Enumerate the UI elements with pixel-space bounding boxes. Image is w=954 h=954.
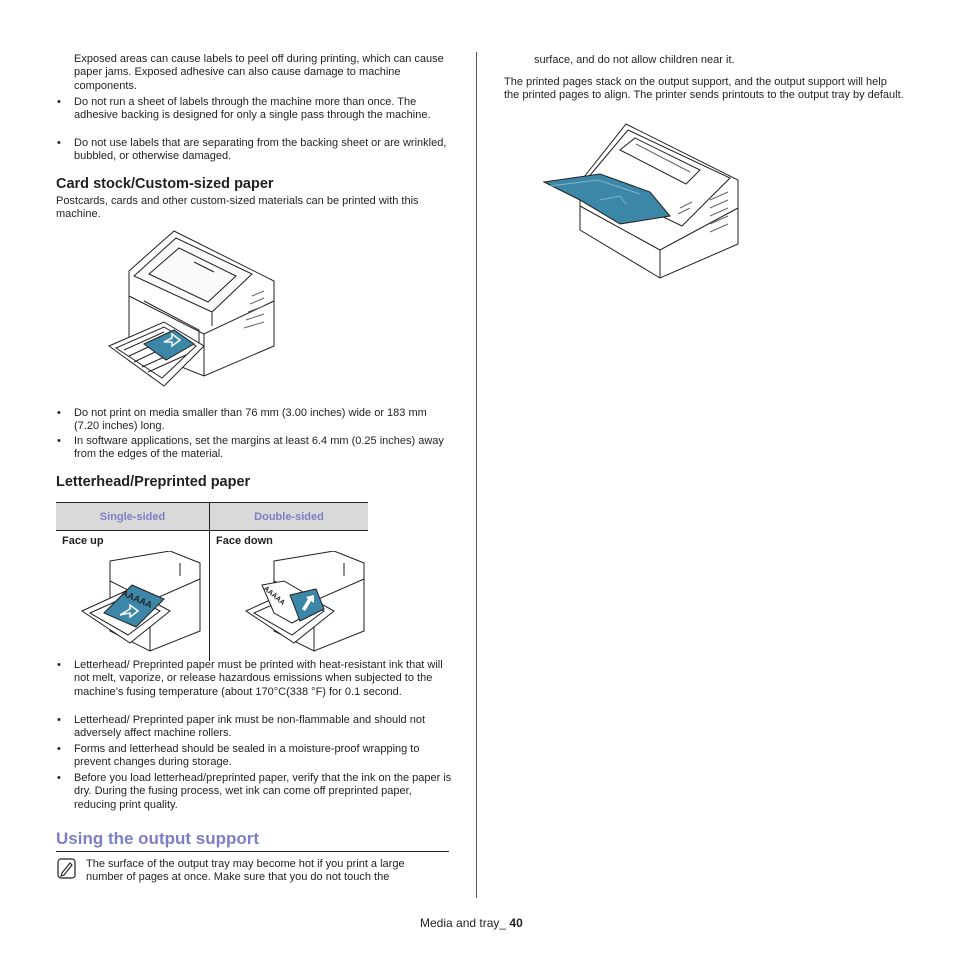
- bullet-text: Letterhead/ Preprinted paper ink must be non-flammable and should not adversely affect machine rollers.: [74, 714, 425, 740]
- section-divider: [56, 851, 449, 852]
- list-item: • Do not use labels that are separating from the backing sheet or are wrinkled, bubbled, or otherwise damaged.: [57, 137, 447, 163]
- column-divider: [476, 52, 477, 898]
- note-continuation: surface, and do not allow children near it.: [534, 54, 735, 66]
- list-item: • Letterhead/ Preprinted paper ink must be non-flammable and should not adversely affect machine rollers.: [57, 714, 425, 740]
- bullet-text: In software applications, set the margins at least 6.4 mm (0.25 inches) away from the edges of the material.: [74, 435, 444, 461]
- page-footer: [420, 916, 523, 930]
- paper-print-text: AAAAA: [262, 585, 286, 607]
- list-item: • In software applications, set the margins at least 6.4 mm (0.25 inches) away from the edges of the material.: [57, 435, 444, 461]
- printer-face-up-illustration: [80, 551, 206, 659]
- labels-intro-paragraph: Exposed areas can cause labels to peel off during printing, which can cause paper jams. Exposed adhesive can also cause damage to machine components.: [74, 53, 444, 92]
- bullet-text: Letterhead/ Preprinted paper must be printed with heat-resistant ink that will not melt, vaporize, or release hazardous emissions when subjected to the machine’s fusing temperature (about 170°C(338 °F) for 0.1 second.: [74, 659, 443, 698]
- letterhead-heading: Letterhead/Preprinted paper: [56, 474, 251, 490]
- bullet-text: Do not print on media smaller than 76 mm (3.00 inches) wide or 183 mm (7.20 inches) long.: [74, 407, 427, 433]
- table-cell-double-sided: [210, 531, 369, 662]
- output-support-note: The surface of the output tray may become hot if you print a large number of pages at once. Make sure that you do not touch the: [86, 858, 405, 884]
- card-stock-heading: Card stock/Custom-sized paper: [56, 176, 274, 192]
- printer-face-down-illustration: [244, 551, 370, 659]
- footer-section: Media and tray_: [420, 916, 507, 930]
- list-item: • Do not print on media smaller than 76 mm (3.00 inches) wide or 183 mm (7.20 inches) long.: [57, 407, 427, 433]
- bullet-text: Before you load letterhead/preprinted paper, verify that the ink on the paper is dry. During the fusing process, wet ink can come off preprinted paper, reducing print quality.: [74, 772, 452, 811]
- list-item: • Before you load letterhead/preprinted paper, verify that the ink on the paper is dry. During the fusing process, wet ink can come off preprinted paper, reducing print quality.: [57, 772, 452, 811]
- bullet-text: Do not use labels that are separating from the backing sheet or are wrinkled, bubbled, or otherwise damaged.: [74, 137, 447, 163]
- list-item: • Do not run a sheet of labels through the machine more than once. The adhesive backing is designed for only a single pass through the machine.: [57, 96, 431, 122]
- card-stock-paragraph: Postcards, cards and other custom-sized materials can be printed with this machine.: [56, 195, 419, 221]
- printer-output-support-illustration: [540, 120, 744, 282]
- face-down-label: Face down: [216, 535, 273, 547]
- letterhead-table: [56, 502, 368, 661]
- output-support-heading: Using the output support: [56, 829, 260, 848]
- table-cell-single-sided: [56, 531, 210, 662]
- face-up-label: Face up: [62, 535, 104, 547]
- page-number: 40: [509, 916, 523, 930]
- table-header-double-sided: Double-sided: [210, 503, 369, 531]
- list-item: • Letterhead/ Preprinted paper must be printed with heat-resistant ink that will not melt, vaporize, or release hazardous emissions when subjected to the machine’s fusing temperature (about 170°C(338 °F) for 0.1 second.: [57, 659, 443, 698]
- paper-print-text: AAAAA: [120, 587, 154, 610]
- bullet-text: Forms and letterhead should be sealed in a moisture-proof wrapping to prevent changes during storage.: [74, 743, 420, 769]
- bullet-text: Do not run a sheet of labels through the machine more than once. The adhesive backing is designed for only a single pass through the machine.: [74, 96, 431, 122]
- output-support-paragraph: The printed pages stack on the output support, and the output support will help the printed pages to align. The printer sends printouts to the output tray by default.: [504, 76, 904, 102]
- note-pencil-icon: [57, 858, 77, 880]
- table-header-single-sided: Single-sided: [56, 503, 210, 531]
- list-item: • Forms and letterhead should be sealed in a moisture-proof wrapping to prevent changes during storage.: [57, 743, 420, 769]
- printer-card-stock-illustration: [104, 226, 280, 396]
